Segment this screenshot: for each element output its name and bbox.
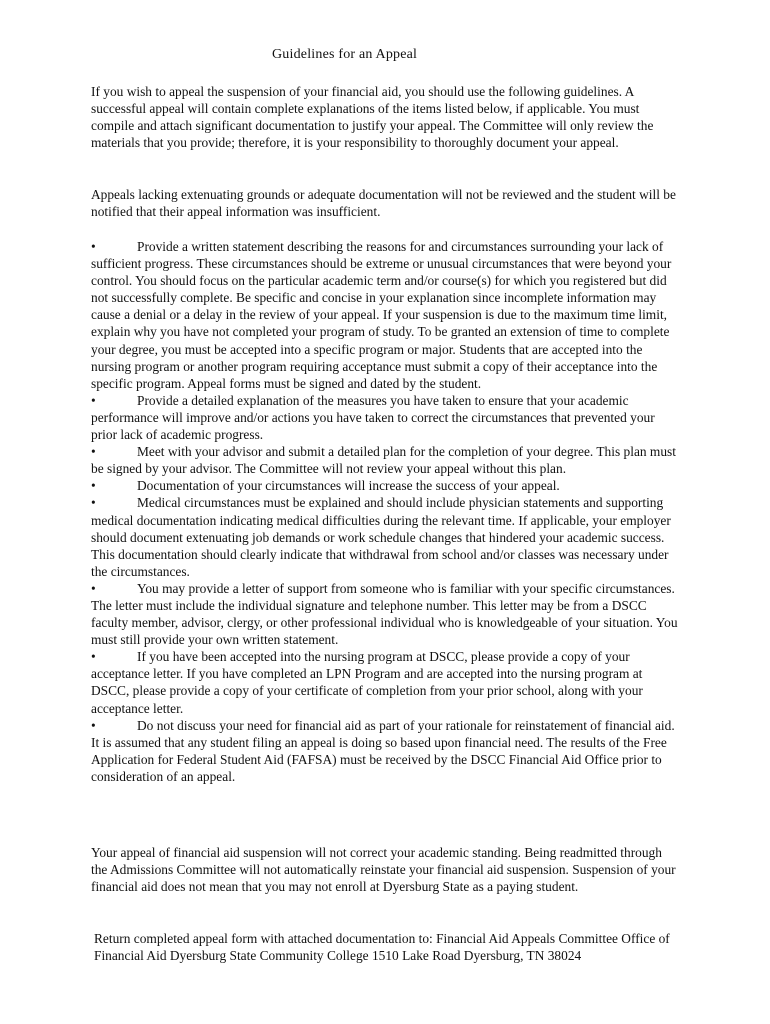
guideline-text: Documentation of your circumstances will increase the success of your appeal.: [137, 478, 560, 494]
intro-paragraph: If you wish to appeal the suspension of your financial aid, you should use the following guidelines. A successful appeal will contain complete explanations of the items listed below, if applicable. You must compile and attach significant documentation to justify your appeal. The Committee will only review the materials that you provide; therefore, it is your responsibility to thoroughly document your appeal.: [91, 84, 654, 151]
guideline-list: [91, 238, 681, 785]
guideline-text: You may provide a letter of support from someone who is familiar with your specific circumstances. The letter must include the individual signature and telephone number. This letter may be from a DSCC faculty member, advisor, clergy, or other professional individual who is knowledgeable of your situation. You must still provide your own written statement.: [91, 580, 678, 648]
guideline-item: [91, 238, 681, 392]
bullet-marker: •: [91, 392, 96, 408]
bullet-marker: •: [91, 495, 96, 511]
page-title: Guidelines for an Appeal: [272, 47, 418, 62]
guideline-text: If you have been accepted into the nursing program at DSCC, please provide a copy of your acceptance letter. If you have completed an LPN Program and are accepted into the nursing program at DSCC, please provide a copy of your certificate of completion from your prior school, along with your acceptance letter.: [91, 649, 643, 716]
bullet-marker: •: [91, 444, 96, 460]
guideline-item: [91, 717, 681, 785]
guideline-item: [91, 477, 681, 494]
closing-paragraph: Your appeal of financial aid suspension will not correct your academic standing. Being readmitted through the Admissions Committee will not automatically reinstate your financial aid suspension. Suspension of your financial aid does not mean that you may not enroll at Dyersburg State as a paying student.: [91, 845, 676, 895]
guideline-text: Provide a detailed explanation of the measures you have taken to ensure that your academic performance will improve and/or actions you have taken to correct the circumstances that prevented your prior lack of academic progress.: [91, 392, 655, 443]
bullet-marker: •: [91, 239, 96, 254]
bullet-marker: •: [91, 717, 96, 733]
bullet-marker: •: [91, 580, 96, 596]
bullet-marker: •: [91, 478, 96, 494]
guideline-item: [91, 494, 681, 579]
return-instructions: Return completed appeal form with attached documentation to: Financial Aid Appeals Committee Office of Financial Aid Dyersburg State Community College 1510 Lake Road Dyersburg, TN 38024: [94, 931, 670, 964]
guideline-item: [91, 648, 681, 716]
appeals-lacking-paragraph: Appeals lacking extenuating grounds or adequate documentation will not be reviewed and the student will be notified that their appeal information was insufficient.: [91, 187, 676, 220]
guideline-item: [91, 392, 681, 443]
guideline-text: Provide a written statement describing the reasons for and circumstances surrounding your lack of sufficient progress. These circumstances should be extreme or unusual circumstances that were beyond your control. You should focus on the particular academic term and/or course(s) for which you registered but did not successfully complete. Be specific and concise in your explanation since incomplete information may cause a denial or a delay in the review of your appeal. If your suspension is due to the maximum time limit, explain why you have not completed your program of study. To be granted an extension of time to complete your degree, you must be accepted into a specific program or major. Students that are accepted into the nursing program or another program requiring acceptance must submit a copy of their acceptance into the specific program. Appeal forms must be signed and dated by the student.: [91, 239, 672, 391]
guideline-text: Medical circumstances must be explained and should include physician statements and supporting medical documentation indicating medical difficulties during the relevant time. If applicable, your employer should document extenuating job demands or work schedule changes that hindered your academic success. This documentation should clearly indicate that withdrawal from school and/or classes was necessary under the circumstances.: [91, 495, 671, 579]
guideline-text: Meet with your advisor and submit a detailed plan for the completion of your degree. This plan must be signed by your advisor. The Committee will not review your appeal without this plan.: [91, 444, 676, 477]
bullet-marker: •: [91, 649, 96, 665]
guideline-text: Do not discuss your need for financial aid as part of your rationale for reinstatement of financial aid. It is assumed that any student filing an appeal is doing so based upon financial need. The results of the Free Application for Federal Student Aid (FAFSA) must be received by the DSCC Financial Aid Office prior to consideration of an appeal.: [91, 717, 675, 784]
guideline-item: [91, 580, 681, 648]
guideline-item: [91, 443, 681, 477]
